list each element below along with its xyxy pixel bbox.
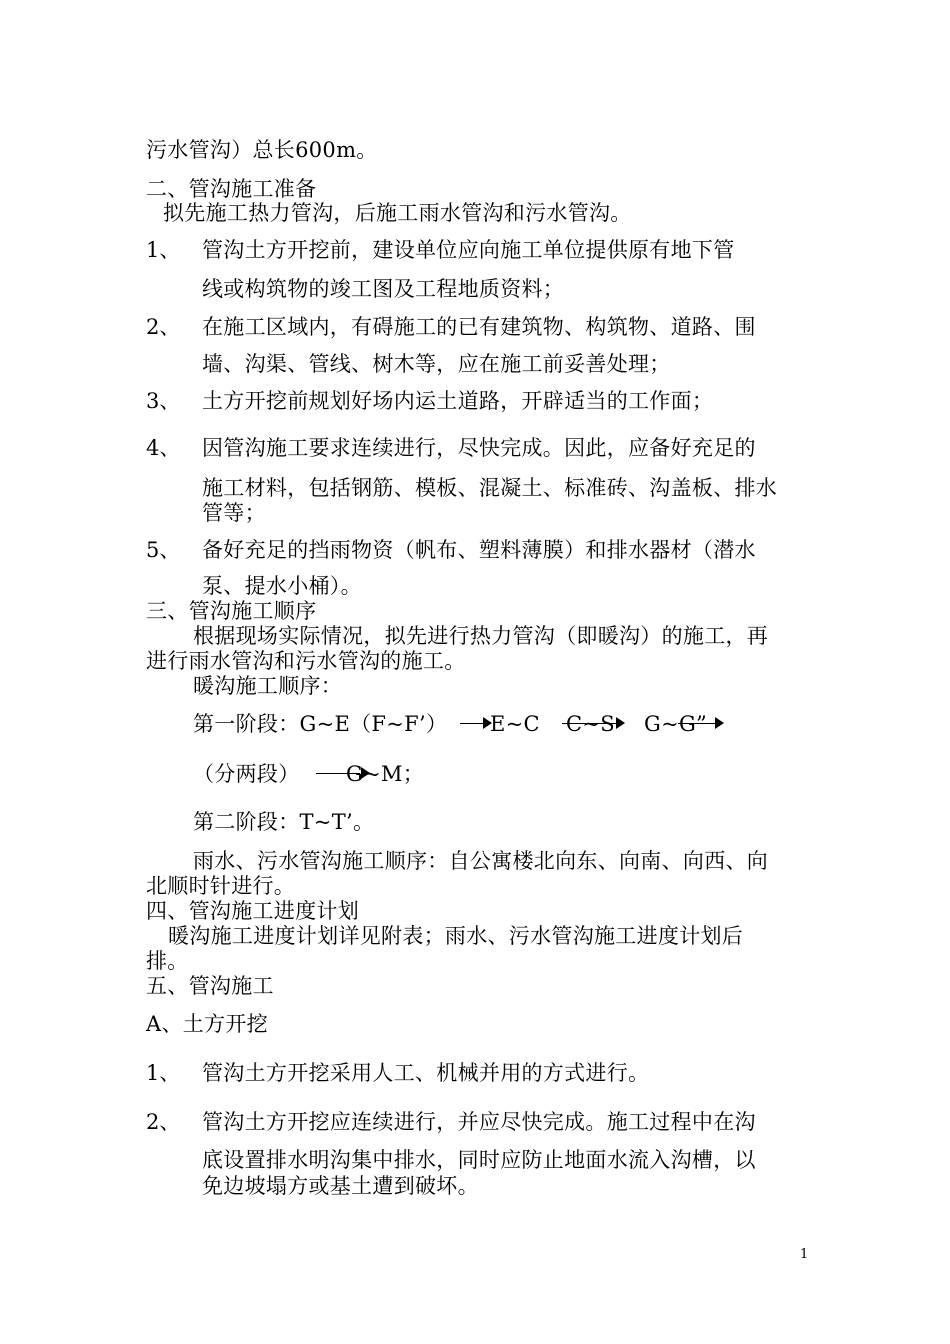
list-item-text: 土方开挖前规划好场内运土道路，开辟适当的工作面； xyxy=(202,389,714,413)
page-number: 1 xyxy=(800,1247,809,1262)
stage-one-segment: E~C xyxy=(490,710,540,738)
list-item-text: 泵、提水小桶）。 xyxy=(202,574,362,598)
list-item-text: 墙、沟渠、管线、树木等，应在施工前妥善处理； xyxy=(202,352,671,376)
arrow-right-icon: C~S xyxy=(566,710,615,738)
list-item-text: 管等； xyxy=(202,501,266,525)
text-line: 北顺时针进行。 xyxy=(146,874,296,898)
list-number: 1、 xyxy=(146,238,181,262)
arrow-right-icon xyxy=(460,710,488,738)
list-item-text: 备好充足的挡雨物资（帆布、塑料薄膜）和排水器材（潜水 xyxy=(202,538,756,562)
text-line: 根据现场实际情况，拟先进行热力管沟（即暖沟）的施工，再 xyxy=(193,624,769,648)
text-line: 拟先施工热力管沟，后施工雨水管沟和污水管沟。 xyxy=(163,201,632,225)
stage-one-segment: G~G” xyxy=(644,710,707,738)
list-item-text: 施工材料，包括钢筋、模板、混凝土、标准砖、沟盖板、排水 xyxy=(202,476,778,500)
list-number: 2、 xyxy=(146,1110,181,1134)
list-number: 4、 xyxy=(146,436,181,460)
list-number: 5、 xyxy=(146,538,181,562)
section-heading: 四、管沟施工进度计划 xyxy=(146,899,359,923)
text-line: 污水管沟）总长600m。 xyxy=(146,138,378,162)
text-line: 排。 xyxy=(146,949,189,973)
list-item-text: 免边坡塌方或基土遭到破坏。 xyxy=(202,1174,479,1198)
arrow-right-icon xyxy=(678,710,718,738)
list-item-text: 因管沟施工要求连续进行，尽快完成。因此，应备好充足的 xyxy=(202,436,756,460)
section-heading: 五、管沟施工 xyxy=(146,974,274,998)
stage-one-label: （分两段） xyxy=(193,762,300,786)
arrow-right-icon xyxy=(316,760,360,788)
list-item-text: 管沟土方开挖应连续进行，并应尽快完成。施工过程中在沟 xyxy=(202,1110,756,1134)
list-item-text: 线或构筑物的竣工图及工程地质资料； xyxy=(202,277,565,301)
list-number: 2、 xyxy=(146,315,181,339)
list-item-text: 管沟土方开挖采用人工、机械并用的方式进行。 xyxy=(202,1061,650,1085)
section-heading: 三、管沟施工顺序 xyxy=(146,599,317,623)
section-heading: 二、管沟施工准备 xyxy=(146,177,317,201)
list-number: 1、 xyxy=(146,1061,181,1085)
stage-one-segment xyxy=(566,710,615,738)
subsection-heading: A、土方开挖 xyxy=(146,1012,268,1036)
stage-one-label: 第一阶段：G~E（F~F’） xyxy=(193,712,448,736)
stage-two-label: 第二阶段：T~T’。 xyxy=(193,810,375,834)
list-item-text: 底设置排水明沟集中排水，同时应防止地面水流入沟槽，以 xyxy=(202,1148,756,1172)
list-item-text: 管沟土方开挖前，建设单位应向施工单位提供原有地下管 xyxy=(202,238,735,262)
text-line: 暖沟施工进度计划详见附表；雨水、污水管沟施工进度计划后 xyxy=(168,924,744,948)
stage-one-segment: G~M； xyxy=(346,760,424,788)
text-line: 暖沟施工顺序： xyxy=(193,674,343,698)
text-line: 进行雨水管沟和污水管沟的施工。 xyxy=(146,649,466,673)
list-item-text: 在施工区域内，有碍施工的已有建筑物、构筑物、道路、围 xyxy=(202,315,756,339)
list-number: 3、 xyxy=(146,389,181,413)
text-line: 雨水、污水管沟施工顺序：自公寓楼北向东、向南、向西、向 xyxy=(193,849,769,873)
